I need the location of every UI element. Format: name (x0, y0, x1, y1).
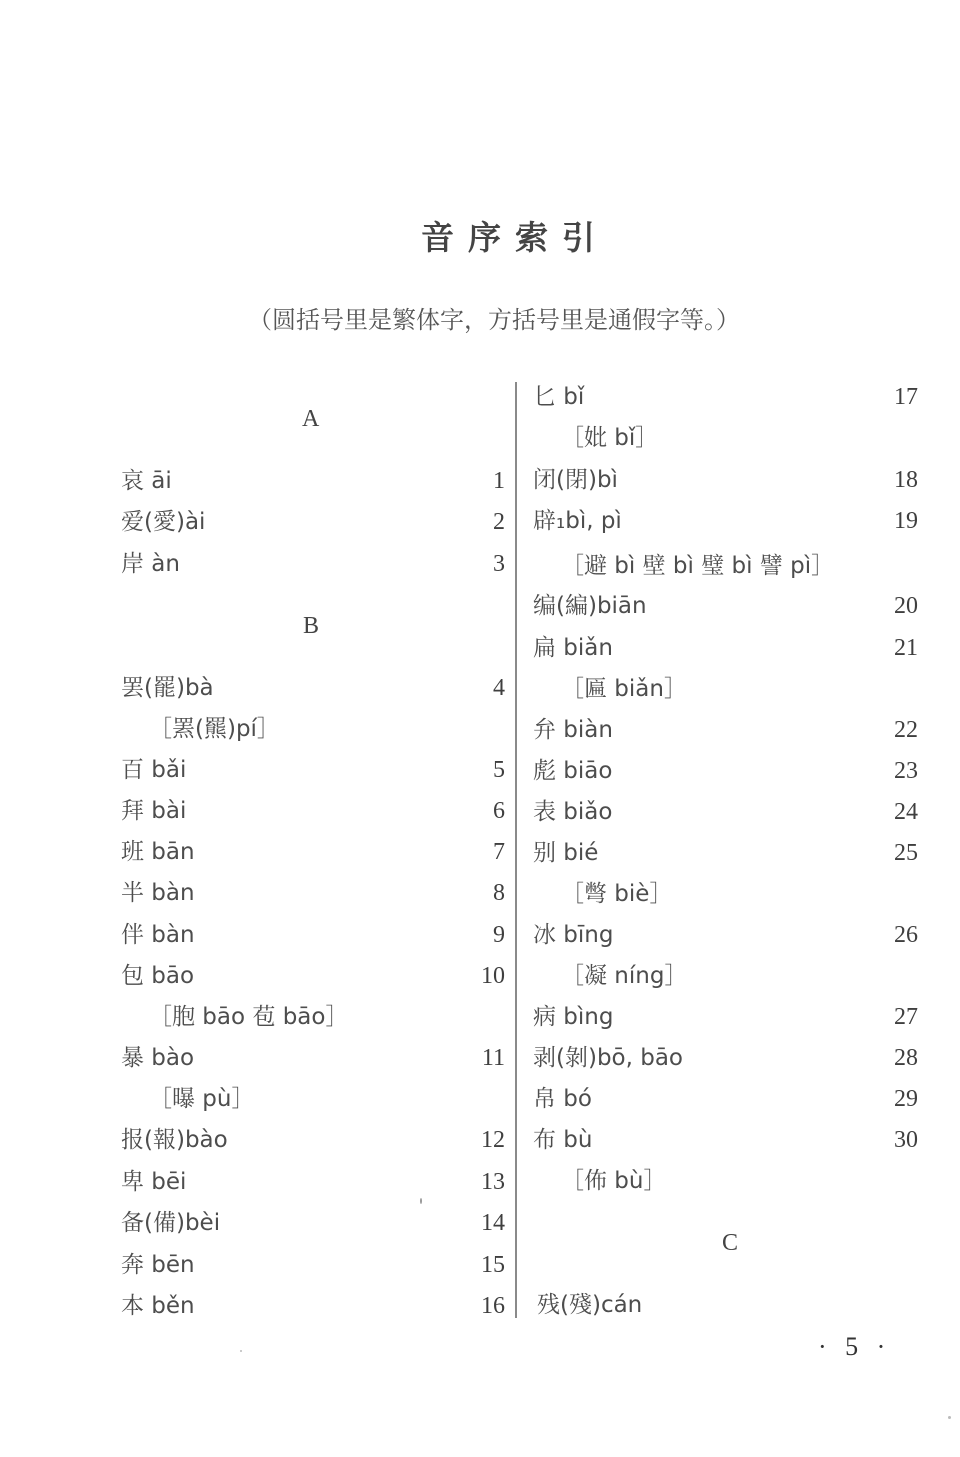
entry-text: 百 bǎi (121, 757, 187, 783)
entry-text: 包 bāo (121, 963, 195, 989)
index-entry (533, 633, 920, 663)
index-entry (533, 838, 920, 868)
entry-text: 弁 biàn (533, 717, 613, 743)
subentry-text: ［罴(羆)pí］ (149, 716, 280, 742)
entry-text: 本 běn (121, 1293, 195, 1319)
index-entry (121, 837, 507, 867)
index-entry (121, 507, 507, 537)
entry-text: 病 bìng (533, 1004, 614, 1030)
entry-text: 岸 àn (121, 551, 180, 577)
entry-page: 15 (481, 1252, 505, 1278)
entry-page: 8 (493, 880, 505, 906)
index-entry (121, 1167, 507, 1197)
entry-text: 奔 bēn (121, 1252, 195, 1278)
entry-page: 10 (481, 963, 505, 989)
index-entry (533, 506, 920, 536)
entry-page: 30 (894, 1127, 918, 1153)
scan-speck (240, 1350, 242, 1352)
entry-page: 1 (493, 468, 505, 494)
entry-text: 别 bié (533, 840, 599, 866)
scan-speck (948, 1416, 951, 1419)
entry-page: 19 (894, 508, 918, 534)
index-entry (533, 920, 920, 950)
entry-page: 22 (894, 717, 918, 743)
entry-page: 4 (493, 675, 505, 701)
page-title: 音序索引 (421, 218, 609, 257)
entry-page: 17 (894, 384, 918, 410)
subentry-text: ［胞 bāo 苞 bāo］ (149, 1004, 349, 1030)
entry-page: 28 (894, 1045, 918, 1071)
entry-page: 20 (894, 593, 918, 619)
entry-page: 5 (493, 757, 505, 783)
entry-page: 9 (493, 922, 505, 948)
index-subentry (533, 423, 920, 453)
subentry-text: ［匾 biǎn］ (561, 676, 687, 702)
entry-text: 彪 biāo (533, 758, 613, 784)
index-subentry (533, 1166, 920, 1196)
index-subentry (121, 1002, 507, 1032)
entry-text: 班 bān (121, 839, 195, 865)
index-entry (533, 715, 920, 745)
index-subentry (533, 551, 920, 581)
entry-text: 罢(罷)bà (121, 675, 214, 701)
entry-text: 帛 bó (533, 1086, 592, 1112)
entry-text: 伴 bàn (121, 922, 195, 948)
index-subentry (533, 674, 920, 704)
entry-page: 2 (493, 509, 505, 535)
index-subentry (121, 1084, 507, 1114)
index-entry (121, 1043, 507, 1073)
page-number: · 5 · (818, 1332, 892, 1361)
entry-page: 3 (493, 551, 505, 577)
index-entry (121, 796, 507, 826)
entry-page: 23 (894, 758, 918, 784)
entry-text: 扁 biǎn (533, 635, 613, 661)
index-entry (121, 755, 507, 785)
page-subtitle: （圆括号里是繁体字，方括号里是通假字等。） (248, 306, 740, 334)
entry-text: 卑 bēi (121, 1169, 187, 1195)
entry-text: 备(備)bèi (121, 1210, 221, 1236)
entry-text: 哀 āi (121, 468, 172, 494)
entry-page: 11 (481, 1045, 505, 1071)
index-entry (121, 549, 507, 579)
entry-text: 辟₁bì, pì (533, 508, 622, 534)
index-entry (121, 1208, 507, 1238)
index-entry (121, 878, 507, 908)
subentry-text: ［妣 bǐ］ (561, 425, 659, 451)
entry-page: 7 (493, 839, 505, 865)
index-subentry (121, 714, 507, 744)
scan-speck (420, 1198, 422, 1204)
entry-text: 匕 bǐ (533, 384, 585, 410)
entry-text: 冰 bīng (533, 922, 614, 948)
subentry-text: ［凝 níng］ (561, 963, 688, 989)
index-entry (533, 1125, 920, 1155)
entry-text: 布 bù (533, 1127, 593, 1153)
index-entry (533, 465, 920, 495)
index-entry (121, 920, 507, 950)
entry-text: 爱(愛)ài (121, 509, 206, 535)
index-entry (121, 961, 507, 991)
subentry-text: ［佈 bù］ (561, 1168, 667, 1194)
entry-text: 编(編)biān (533, 593, 647, 619)
index-entry (533, 591, 920, 621)
index-entry (121, 1125, 507, 1155)
subentry-text: ［彆 biè］ (561, 881, 673, 907)
entry-page: 6 (493, 798, 505, 824)
section-letter-a: A (302, 406, 320, 432)
section-letter-b: B (303, 613, 320, 639)
entry-text: 闭(閉)bì (533, 467, 618, 493)
index-entry (533, 756, 920, 786)
entry-page: 25 (894, 840, 918, 866)
entry-text: 剥(剝)bō, bāo (533, 1045, 684, 1071)
entry-page: 21 (894, 635, 918, 661)
section-letter-c: C (722, 1230, 739, 1256)
entry-text: 残(殘)cán (537, 1292, 643, 1318)
entry-page: 29 (894, 1086, 918, 1112)
entry-page: 12 (481, 1127, 505, 1153)
entry-page: 24 (894, 799, 918, 825)
entry-text: 拜 bài (121, 798, 187, 824)
index-entry (533, 797, 920, 827)
index-entry (121, 466, 507, 496)
entry-page: 26 (894, 922, 918, 948)
subentry-text: ［避 bì 壁 bì 璧 bì 譬 pì］ (561, 553, 835, 579)
index-entry (537, 1290, 924, 1320)
entry-text: 半 bàn (121, 880, 195, 906)
column-divider (515, 382, 517, 1318)
index-entry (533, 1043, 920, 1073)
index-entry (533, 1084, 920, 1114)
entry-page: 14 (481, 1210, 505, 1236)
index-entry (533, 382, 920, 412)
entry-page: 16 (481, 1293, 505, 1319)
entry-text: 报(報)bào (121, 1127, 228, 1153)
index-subentry (533, 961, 920, 991)
subentry-text: ［曝 pù］ (149, 1086, 255, 1112)
entry-page: 27 (894, 1004, 918, 1030)
index-subentry (533, 879, 920, 909)
entry-text: 暴 bào (121, 1045, 195, 1071)
entry-page: 13 (481, 1169, 505, 1195)
index-entry (121, 1250, 507, 1280)
index-entry (533, 1002, 920, 1032)
index-entry (121, 1291, 507, 1321)
entry-page: 18 (894, 467, 918, 493)
index-entry (121, 673, 507, 703)
entry-text: 表 biǎo (533, 799, 613, 825)
